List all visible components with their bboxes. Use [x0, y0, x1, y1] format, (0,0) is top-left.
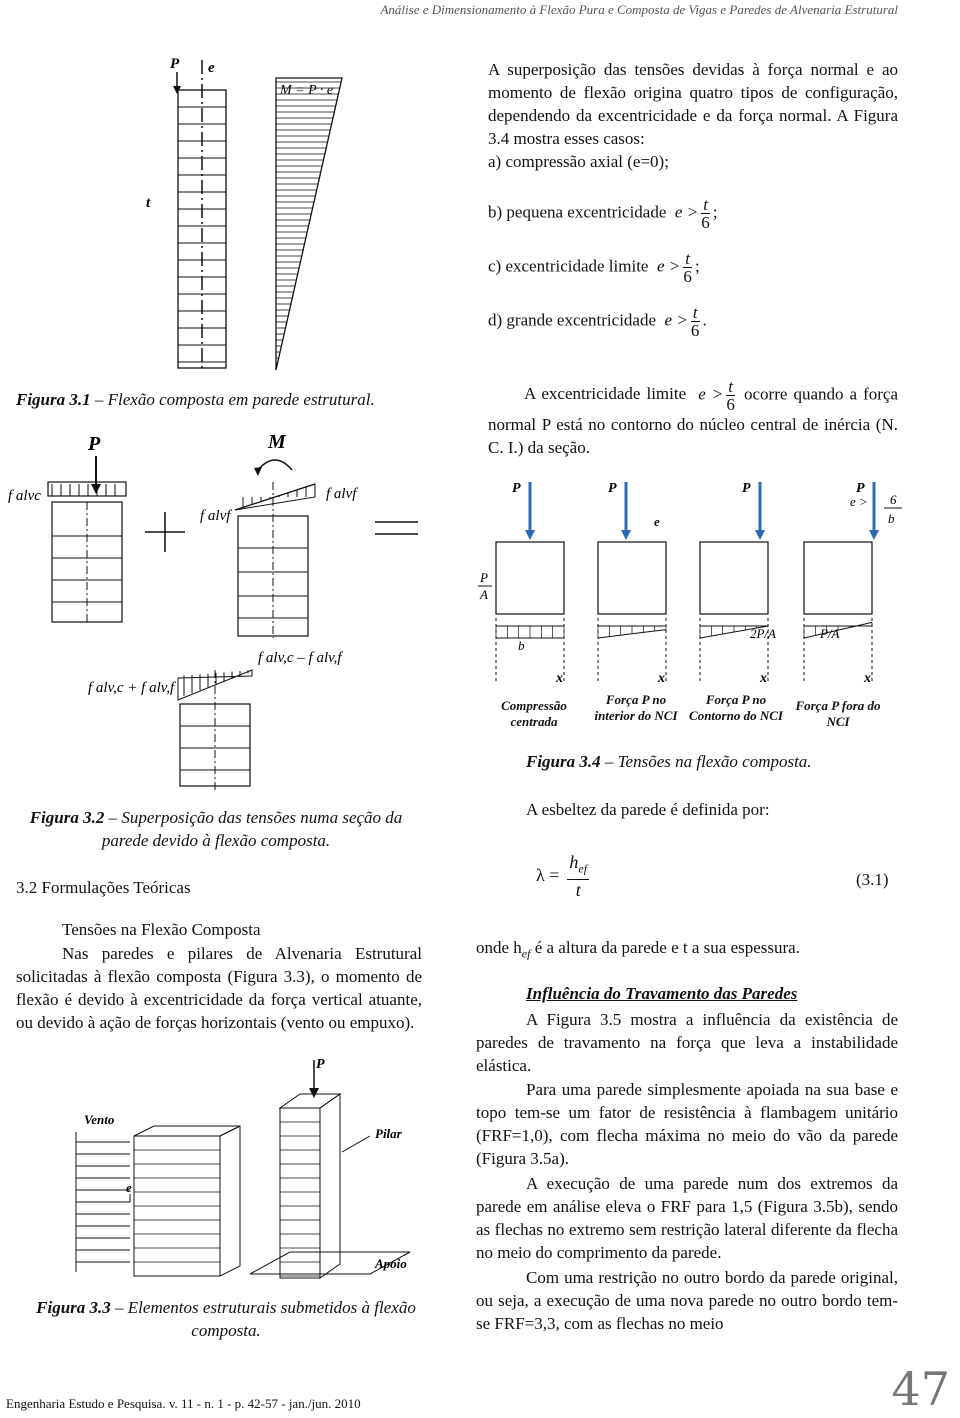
fig34-caption: Figura 3.4 – Tensões na flexão composta. — [526, 752, 812, 771]
hef-definition: onde $h_{ef}$ é a altura da parede e t a sua espessura. — [476, 938, 800, 961]
fig33-p: P — [316, 1057, 325, 1072]
fig32-p-label: P — [88, 433, 101, 455]
paragraph-fig35: A Figura 3.5 mostra a influência da existência de paredes de travamento na força que leva a instabilidade elástica. — [476, 1010, 898, 1075]
fig33-pilar: Pilar — [375, 1126, 402, 1141]
paragraph-frf15: A execução de uma parede num dos extremos da parede em análise eleva o FRF para 1,5 (Figura 3.5b), sendo as flechas no extremo sem restrição lateral diferente da flecha no meio do comprimento da parede. — [476, 1174, 898, 1262]
slenderness-intro: A esbeltez da parede é definida por: — [526, 800, 770, 819]
fig34-section-2 — [598, 481, 666, 686]
fig34-case-1: Compressão centrada — [501, 698, 567, 729]
fig32-sum-label: f alv,c + f alv,f — [88, 680, 175, 696]
svg-text:P: P — [742, 481, 751, 496]
fig33-vento: Vento — [84, 1112, 115, 1127]
fig32-caption: Figura 3.2 – Superposição das tensões numa seção da parede devido à flexão composta. — [29, 808, 403, 850]
equation-number: (3.1) — [856, 870, 889, 889]
case-a: a) compressão axial (e=0); — [488, 152, 669, 171]
flexao-paragraph: Nas paredes e pilares de Alvenaria Estrutural solicitadas à flexão composta (Figura 3.3), o momento de flexão é devido à excentricidade da força vertical atuante, ou devido à ação de forças horizontais (vento ou empuxo). — [16, 944, 422, 1032]
section-subtitle: Tensões na Flexão Composta — [62, 920, 261, 939]
fig34-egt: e > — [850, 494, 868, 509]
figure-3-1 — [130, 50, 450, 380]
fig32-falvf-left: f alvf — [200, 508, 231, 524]
fig31-moment-label: M = P · e — [280, 83, 334, 98]
fig34-e: e — [654, 514, 660, 529]
fig31-caption: Figura 3.1 – Flexão composta em parede estrutural. — [16, 390, 375, 409]
fig31-t-label: t — [146, 195, 151, 211]
subheading-travamento: Influência do Travamento das Paredes — [526, 984, 798, 1003]
fig34-case-3: Força P no Contorno do NCI — [689, 692, 783, 723]
paragraph-frf33: Com uma restrição no outro bordo da parede original, ou seja, a execução de uma nova parede no outro bordo tem-se FRF=3,3, com as flechas no meio — [476, 1268, 898, 1333]
fig34-pa-right: P/A — [820, 626, 840, 641]
paragraph-frf1: Para uma parede simplesmente apoiada na sua base e topo tem-se um fator de resistência à flambagem unitário (FRF=1,0), com flecha máxima no meio do vão da parede (Figura 3.5a). — [476, 1080, 898, 1168]
svg-text:x: x — [760, 671, 767, 686]
svg-text:P: P — [608, 481, 617, 496]
svg-text:P: P — [856, 481, 865, 496]
fig34-section-3 — [700, 481, 768, 686]
fig31-e-label: e — [208, 60, 215, 76]
fig32-diff-label: f alv,c – f alv,f — [258, 650, 342, 666]
svg-text:P: P — [512, 481, 521, 496]
fig33-e: e — [126, 1180, 132, 1195]
figure-3-3 — [70, 1052, 430, 1292]
ncl-paragraph: A excentricidade limite e > $\frac{t}{6}$ ocorre quando a força normal P está no contorno do núcleo central de inércia (N. C. I.) da seção. — [488, 377, 899, 457]
svg-text:x: x — [864, 671, 871, 686]
page-number: 47 — [891, 1362, 950, 1416]
fig34-section-1 — [496, 481, 564, 686]
fig33-apoio: Apoio — [375, 1256, 407, 1271]
case-b: b) pequena excentricidade e > $\frac{t}{6}$ ; — [488, 195, 718, 232]
running-header: Análise e Dimensionamento à Flexão Pura e Composta de Vigas e Paredes de Alvenaria Estrutural — [380, 2, 898, 17]
fig34-section-4 — [804, 481, 879, 686]
equation-3-1: λ = $\frac{h_{ef}}{t}$ — [536, 852, 588, 900]
fig34-2pa: 2P/A — [750, 626, 776, 641]
fig32-falvc-label: f alvc — [8, 488, 41, 504]
intro-paragraph: A superposição das tensões devidas à força normal e ao momento de flexão origina quatro tipos de configuração, dependendo da excentricidade e da força normal. A Figura 3.4 mostra esses casos: — [488, 60, 898, 148]
fig33-caption: Figura 3.3 – Elementos estruturais submetidos à flexão composta. — [36, 1298, 416, 1340]
case-d: d) grande excentricidade e > $\frac{t}{6}$ . — [488, 303, 707, 340]
figure-3-2 — [0, 420, 480, 800]
fig32-falvf-right: f alvf — [326, 486, 357, 502]
fig34-pa-den: A — [480, 587, 488, 602]
section-title: 3.2 Formulações Teóricas — [16, 878, 191, 897]
fig34-pa-num: P — [480, 570, 488, 585]
fig32-m-label: M — [268, 431, 286, 453]
svg-text:x: x — [556, 671, 563, 686]
fig34-case-4: Força P fora do NCI — [795, 698, 881, 729]
fig34-b: b — [888, 511, 895, 526]
fig34-b-bottom: b — [518, 638, 525, 653]
fig34-case-2: Força P no interior do NCI — [594, 692, 678, 723]
svg-text:x: x — [658, 671, 665, 686]
fig31-p-label: P — [170, 56, 180, 72]
fig34-six: 6 — [890, 492, 897, 507]
case-c: c) excentricidade limite e > $\frac{t}{6}$ ; — [488, 249, 700, 286]
journal-footer: Engenharia Estudo e Pesquisa. v. 11 - n. 1 - p. 42-57 - jan./jun. 2010 — [6, 1396, 361, 1411]
